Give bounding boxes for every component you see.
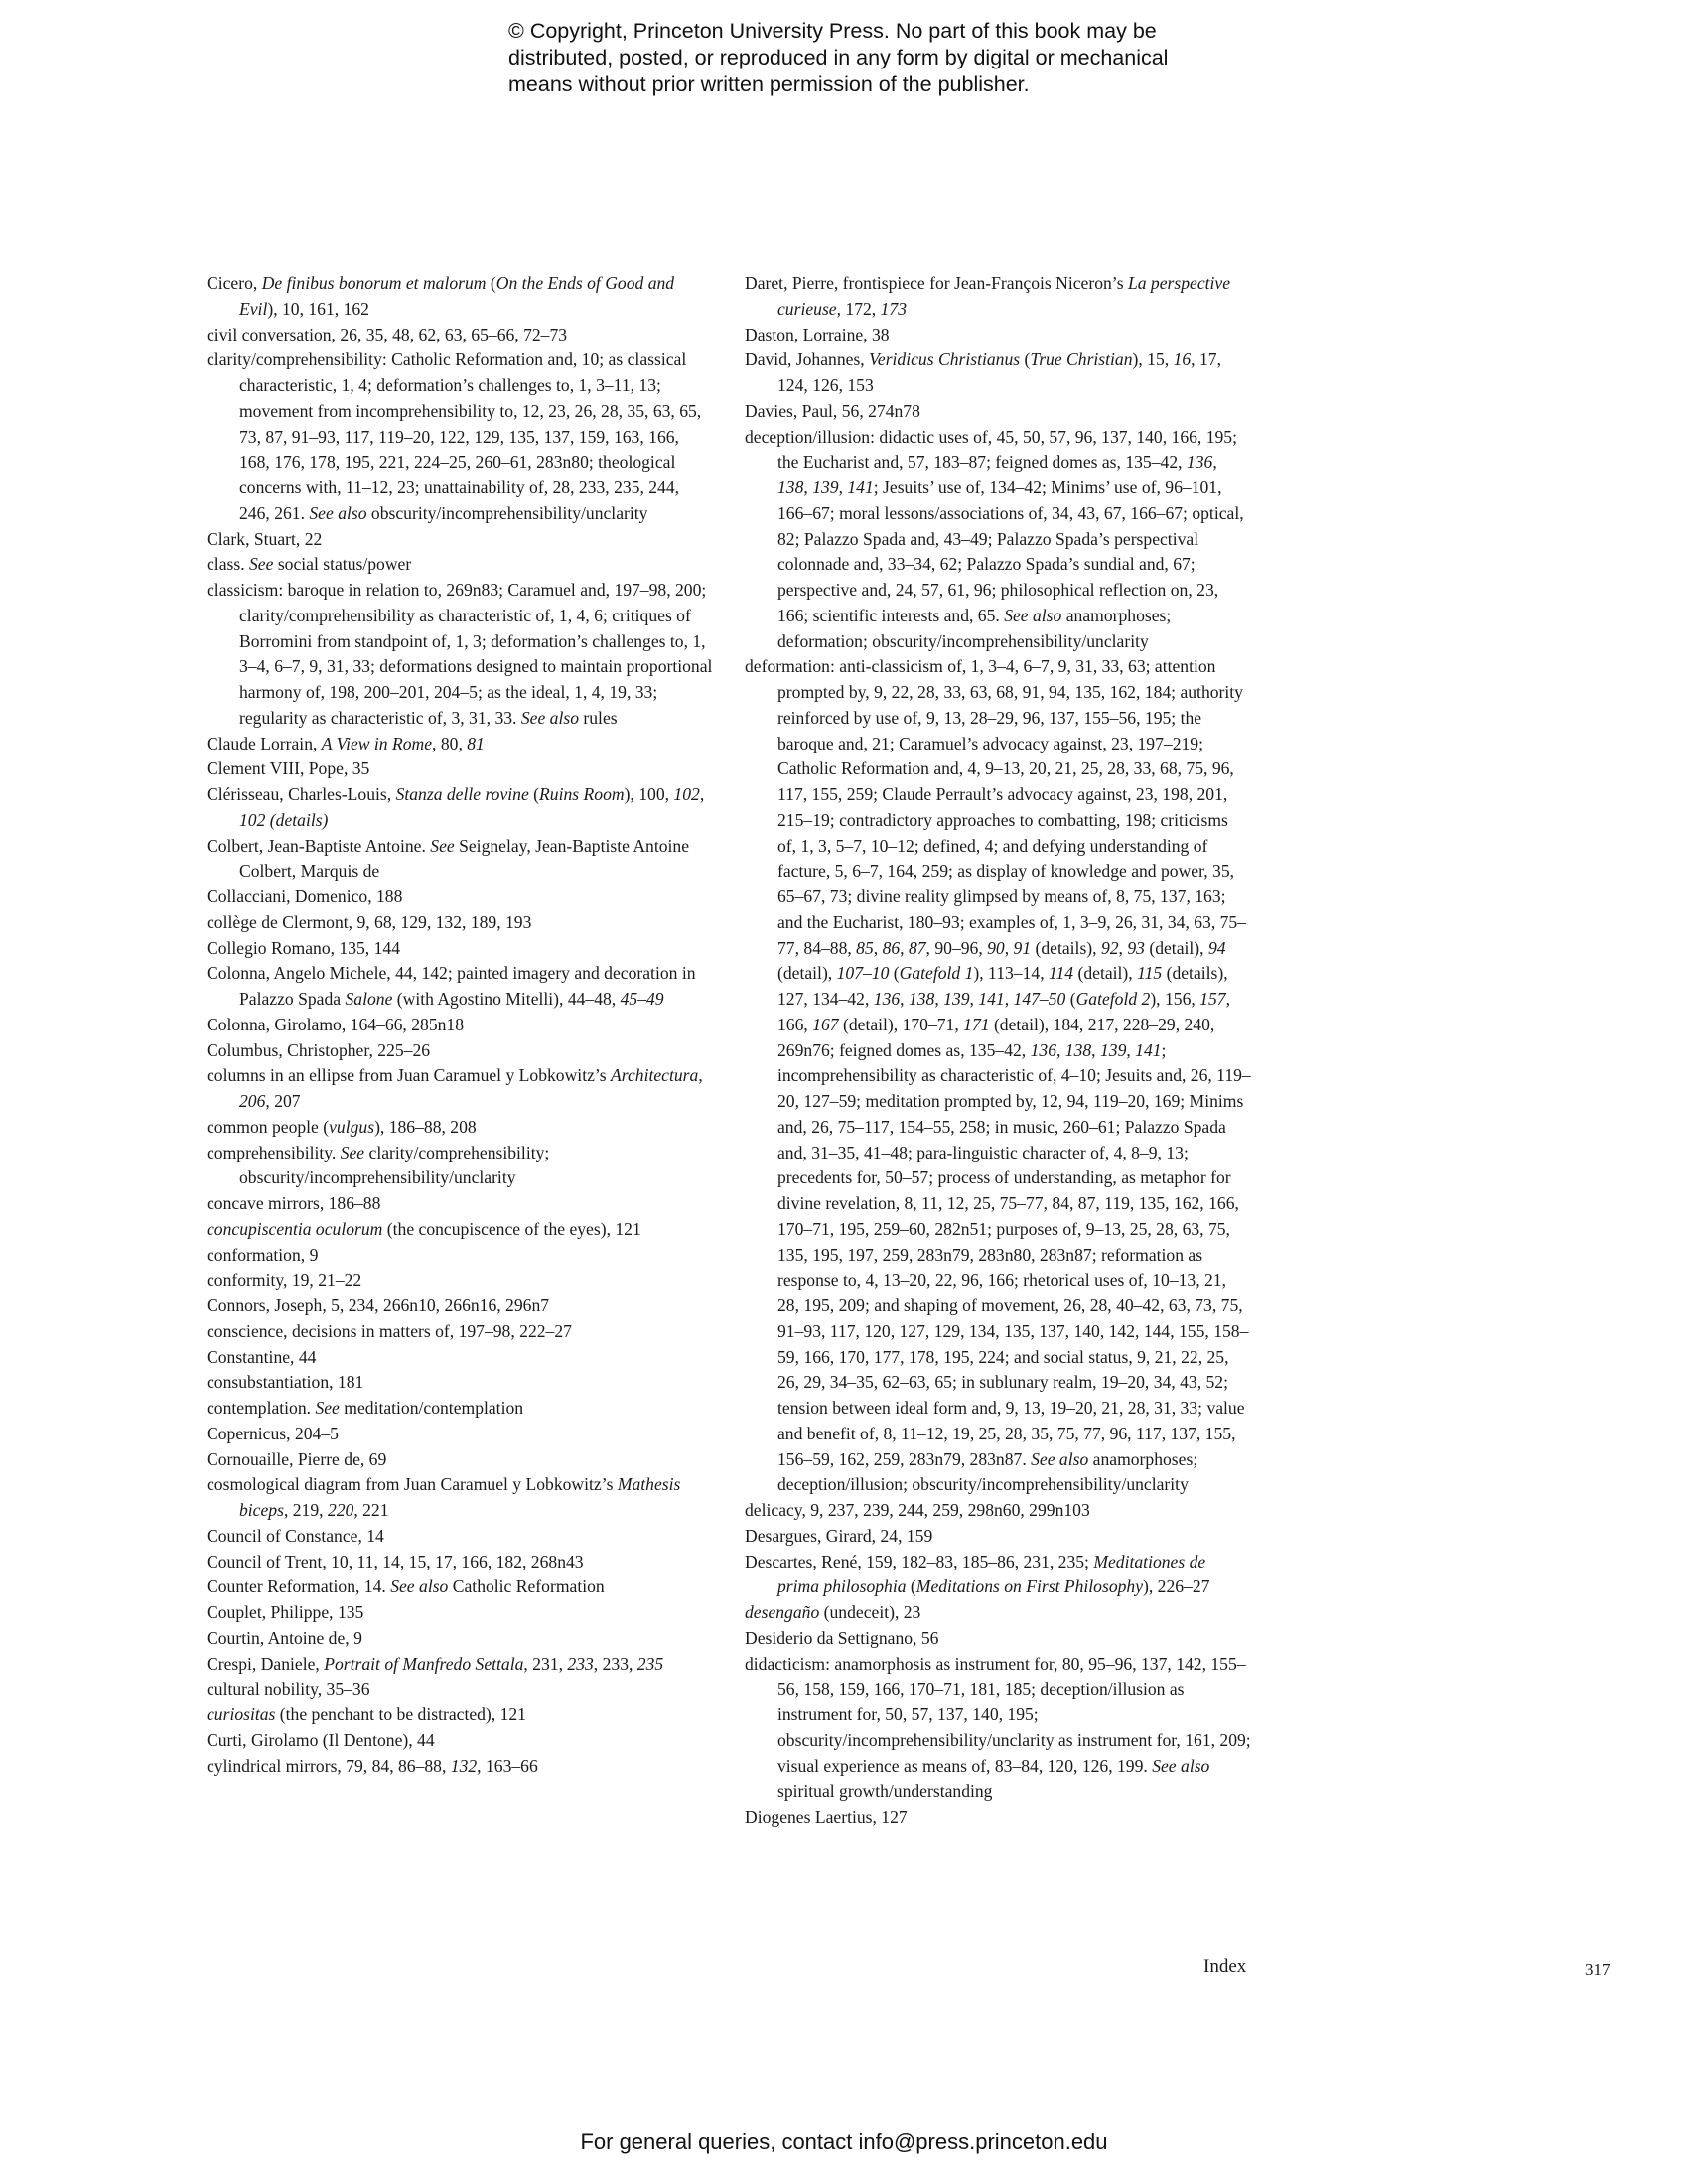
- index-entry-text-run: ,: [1004, 937, 1014, 958]
- index-entry-text-run: Clement VIII, Pope, 35: [207, 758, 370, 779]
- index-entry: [745, 271, 1251, 323]
- index-entry: [207, 1728, 713, 1754]
- index-entry-text-run: ,: [900, 937, 909, 958]
- index-entry-text-run: Descartes, René, 159, 182–83, 185–86, 231, 235;: [745, 1551, 1094, 1571]
- running-footer-section: Index: [1203, 1956, 1247, 1977]
- index-entry-text-run: Catholic Reformation: [448, 1576, 605, 1597]
- index-entry-italic-run: 220: [327, 1500, 354, 1520]
- index-entry-text-run: contemplation.: [207, 1398, 316, 1418]
- index-entry-text-run: , 166,: [777, 989, 1230, 1034]
- index-entry-italic-run: 115: [1137, 963, 1163, 984]
- index-entry-text-run: (detail), 170–71,: [838, 1014, 964, 1034]
- index-entry: [207, 1677, 713, 1703]
- index-entry-text-run: Copernicus, 204–5: [207, 1423, 339, 1443]
- index-entry: [207, 1447, 713, 1473]
- index-entry-italic-run: 173: [880, 298, 907, 319]
- index-entry-text-run: Davies, Paul, 56, 274n78: [745, 400, 920, 421]
- index-entry-text-run: David, Johannes,: [745, 349, 870, 370]
- index-entry: [207, 936, 713, 962]
- index-entry: [207, 527, 713, 553]
- index-entry: [745, 1652, 1251, 1806]
- index-entry-italic-run: Salone: [345, 989, 393, 1009]
- index-entry-text-run: ,: [838, 478, 848, 497]
- index-entry-italic-run: Ruins Room: [539, 784, 625, 804]
- index-entry-text-run: (details), 127, 134–42,: [777, 963, 1228, 1009]
- index-entry-italic-run: 81: [467, 733, 485, 753]
- copyright-line: means without prior written permission of the publisher.: [508, 72, 1030, 96]
- index-entry-italic-run: desengaño: [745, 1602, 820, 1622]
- index-entry-italic-run: See also: [520, 707, 579, 728]
- index-entry-text-run: Connors, Joseph, 5, 234, 266n10, 266n16, 296n7: [207, 1296, 550, 1315]
- index-entry-italic-run: 136: [873, 989, 901, 1009]
- index-entry-text-run: ,: [1004, 989, 1014, 1009]
- index-entry-text-run: ,: [873, 937, 883, 958]
- index-entry: [207, 1574, 713, 1600]
- index-entry-text-run: comprehensibility.: [207, 1142, 341, 1162]
- index-entry-italic-run: See also: [1152, 1755, 1210, 1776]
- index-entry-text-run: columns in an ellipse from Juan Caramuel y Lobkowitz’s: [207, 1065, 612, 1086]
- index-entry-italic-run: See: [430, 835, 455, 856]
- index-entry-text-run: (: [528, 784, 540, 804]
- index-entry-italic-run: 139: [812, 478, 839, 497]
- index-entry-text-run: ), 113–14,: [973, 963, 1049, 984]
- index-entry-text-run: , 219,: [283, 1500, 328, 1520]
- index-entry: [745, 654, 1251, 1498]
- index-entry-text-run: cosmological diagram from Juan Caramuel y Lobkowitz’s: [207, 1474, 618, 1495]
- index-entry-text-run: ,: [969, 989, 979, 1009]
- index-entry-text-run: (: [906, 1576, 916, 1597]
- index-entry: [207, 1217, 713, 1243]
- index-entry: [745, 1600, 1251, 1626]
- index-entry-italic-run: See: [315, 1398, 340, 1418]
- index-entry: [207, 578, 713, 732]
- index-entry-italic-run: 102 (details): [239, 809, 329, 830]
- index-entry: [207, 1396, 713, 1422]
- index-entry-text-run: Daret, Pierre, frontispiece for Jean-François Niceron’s: [745, 273, 1128, 293]
- index-entry-italic-run: concupiscentia oculorum: [207, 1218, 383, 1239]
- index-entry-text-run: Daston, Lorraine, 38: [745, 324, 890, 344]
- index-entry-text-run: clarity/comprehensibility; obscurity/incomprehensibility/unclarity: [239, 1142, 550, 1188]
- index-entry-text-run: (detail),: [1144, 937, 1208, 958]
- index-entry-text-run: ,: [900, 989, 909, 1009]
- index-entry-italic-run: 107–10: [836, 963, 890, 984]
- index-entry-italic-run: Stanza delle rovine: [395, 784, 529, 804]
- index-entry-text-run: Constantine, 44: [207, 1346, 317, 1367]
- index-entry-text-run: Counter Reformation, 14.: [207, 1576, 391, 1597]
- index-entry-text-run: Colonna, Angelo Michele, 44, 142; painted imagery and decoration in Palazzo Spada: [207, 963, 696, 1009]
- copyright-notice: [508, 18, 1223, 98]
- index-entry: [207, 1422, 713, 1447]
- index-entry-italic-run: 157: [1199, 989, 1226, 1009]
- index-entry-text-run: Colonna, Girolamo, 164–66, 285n18: [207, 1014, 465, 1034]
- index-entry: [207, 1013, 713, 1038]
- index-entry-text-run: , 80,: [432, 733, 468, 753]
- index-entry-italic-run: 139: [943, 989, 970, 1009]
- index-entry-italic-run: 171: [963, 1014, 990, 1034]
- index-entry-text-run: delicacy, 9, 237, 239, 244, 259, 298n60, 299n103: [745, 1500, 1090, 1520]
- index-entry-italic-run: La perspective curieuse: [777, 273, 1231, 319]
- index-entry-text-run: conscience, decisions in matters of, 197–98, 222–27: [207, 1320, 572, 1341]
- index-entry-text-run: (detail),: [777, 963, 837, 984]
- index-entry-italic-run: curiositas: [207, 1705, 276, 1724]
- index-entry-italic-run: 167: [812, 1014, 839, 1034]
- contact-notice: For general queries, contact info@press.princeton.edu: [580, 2129, 1108, 2154]
- index-entry-text-run: Desiderio da Settignano, 56: [745, 1627, 939, 1648]
- index-entry-italic-run: See: [249, 554, 274, 575]
- index-entry-text-run: ,: [1091, 1039, 1100, 1060]
- index-entry-italic-run: 141: [1135, 1039, 1162, 1060]
- index-entry-italic-run: Architectura: [611, 1065, 699, 1086]
- index-entry-text-run: Cornouaille, Pierre de, 69: [207, 1448, 387, 1469]
- index-entry-italic-run: See also: [1004, 605, 1062, 625]
- index-entry-italic-run: Meditations on First Philosophy: [915, 1576, 1144, 1597]
- index-entry-text-run: (the penchant to be distracted), 121: [275, 1705, 526, 1724]
- index-entry: [207, 1600, 713, 1626]
- index-entry-italic-run: De finibus bonorum et malorum: [261, 273, 487, 293]
- index-entry-italic-run: 86: [882, 937, 901, 958]
- index-entry-italic-run: 206: [239, 1091, 266, 1111]
- index-entry: [745, 425, 1251, 655]
- index-entry-text-run: (: [486, 273, 496, 293]
- index-entry-italic-run: 235: [636, 1653, 664, 1674]
- index-entry: [207, 834, 713, 886]
- index-entry-text-run: Clark, Stuart, 22: [207, 528, 323, 549]
- index-entry-text-run: (: [1020, 349, 1031, 370]
- index-entry-text-run: civil conversation, 26, 35, 48, 62, 63, 65–66, 72–73: [207, 324, 568, 344]
- index-entry-italic-run: Gatefold 1: [899, 963, 974, 984]
- index-entry-text-run: ; Jesuits’ use of, 134–42; Minims’ use of, 96–101, 166–67; moral lessons/associations of, 34, 43, 67, 166–67; optical, 82; Palazzo Spada and, 43–49; Palazzo Spada’s perspectival colonnade and, 33–34, 62; Palazzo Spada’s sundial and, 67; perspective and, 24, 57, 61, 96; philosophical reflection on, 23, 166; scientific interests and, 65.: [777, 478, 1244, 625]
- index-entry: [207, 910, 713, 936]
- index-entry-italic-run: 92: [1100, 937, 1119, 958]
- index-entry-text-run: (the concupiscence of the eyes), 121: [382, 1218, 641, 1239]
- index-entry: [207, 1524, 713, 1550]
- index-entry-italic-run: 16: [1173, 349, 1192, 370]
- index-entry-text-run: Council of Trent, 10, 11, 14, 15, 17, 166, 182, 268n43: [207, 1551, 584, 1571]
- index-entry-text-run: , 233,: [593, 1653, 637, 1674]
- index-entry: [207, 552, 713, 578]
- index-entry-text-run: (undeceit), 23: [819, 1602, 921, 1622]
- index-entry-italic-run: Portrait of Manfredo Settala: [324, 1653, 524, 1674]
- index-entry-text-run: , 221: [353, 1500, 389, 1520]
- index-entry-text-run: consubstantiation, 181: [207, 1372, 364, 1393]
- index-entry-text-run: Cicero,: [207, 273, 262, 293]
- copyright-line: © Copyright, Princeton University Press. No part of this book may be: [508, 19, 1157, 43]
- index-entry-text-run: Collacciani, Domenico, 188: [207, 887, 403, 906]
- index-entry-italic-run: 91: [1013, 937, 1032, 958]
- index-entry: [207, 347, 713, 526]
- index-entry-text-run: (details),: [1031, 937, 1101, 958]
- index-entry-text-run: cylindrical mirrors, 79, 84, 86–88,: [207, 1755, 451, 1776]
- index-entry-italic-run: 138: [908, 989, 935, 1009]
- index-entry-text-run: spiritual growth/understanding: [777, 1781, 993, 1802]
- index-entry-text-run: conformity, 19, 21–22: [207, 1270, 362, 1291]
- index-entry-text-run: (: [889, 963, 900, 984]
- index-entry-italic-run: 102: [673, 784, 700, 804]
- index-entry-text-run: ; incomprehensibility as characteristic of, 4–10; Jesuits and, 26, 119–20, 127–59; meditation prompted by, 12, 94, 119–20, 169; Minims and, 26, 75–117, 154–55, 258; in music, 260–61; Palazzo Spada and, 31–35, 41–48; para-linguistic character of, 4, 8–9, 13; precedents for, 50–57; process of understanding, as metaphor for divine revelation, 8, 11, 12, 25, 75–77, 84, 87, 119, 135, 162, 166, 170–71, 195, 259–60, 282n51; purposes of, 9–13, 25, 28, 63, 75, 135, 195, 197, 259, 283n79, 283n80, 283n87; reformation as response to, 4, 13–20, 22, 96, 166; rhetorical uses of, 10–13, 21, 28, 195, 209; and shaping of movement, 26, 28, 40–42, 63, 73, 75, 91–93, 117, 120, 127, 129, 134, 135, 137, 140, 142, 144, 155, 158–59, 166, 170, 177, 178, 195, 224; and social status, 9, 21, 22, 25, 26, 29, 34–35, 62–63, 65; in sublunary realm, 19–20, 34, 43, 52; tension between ideal form and, 9, 13, 19–20, 21, 28, 31, 33; value and benefit of, 8, 11–12, 19, 25, 28, 35, 75, 77, 96, 117, 137, 155, 156–59, 162, 259, 283n79, 283n87.: [777, 1039, 1251, 1469]
- index-entry-text-run: (: [1065, 989, 1076, 1009]
- index-entry: [207, 1626, 713, 1652]
- index-entry-text-run: ), 100,: [624, 784, 674, 804]
- index-entry: [207, 1243, 713, 1269]
- index-entry-text-run: ,: [1055, 1039, 1065, 1060]
- index-column-right: [745, 271, 1251, 1831]
- index-entry-text-run: class.: [207, 554, 249, 575]
- index-entry-italic-run: Mathesis biceps: [239, 1474, 681, 1520]
- index-entry-text-run: , 17, 124, 126, 153: [777, 349, 1221, 395]
- index-entry: [745, 347, 1251, 399]
- index-entry: [207, 782, 713, 834]
- index-entry: [207, 1472, 713, 1524]
- index-entry: [745, 399, 1251, 425]
- index-entry-text-run: (with Agostino Mitelli), 44–48,: [392, 989, 621, 1009]
- copyright-line: distributed, posted, or reproduced in any form by digital or mechanical: [508, 46, 1169, 69]
- index-entry: [207, 1703, 713, 1728]
- index-entry-text-run: Courtin, Antoine de, 9: [207, 1627, 362, 1648]
- index-entry-text-run: didacticism: anamorphosis as instrument for, 80, 95–96, 137, 142, 155–56, 158, 159, 166, 170–71, 181, 185; deception/illusion as instrument for, 50, 57, 137, 140, 195; obscurity/incomprehensibility/unclarity as instrument for, 161, 209; visual experience as means of, 83–84, 120, 126, 199.: [745, 1653, 1251, 1776]
- index-entry-italic-run: See also: [390, 1576, 449, 1597]
- index-entry-italic-run: 136: [1030, 1039, 1056, 1060]
- index-entry: [745, 1550, 1251, 1601]
- index-entry-italic-run: 136: [1186, 452, 1213, 473]
- index-entry-text-run: deception/illusion: didactic uses of, 45, 50, 57, 96, 137, 140, 166, 195; the Eucharist and, 57, 183–87; feigned domes as, 135–42,: [745, 426, 1237, 473]
- index-entry-italic-run: 85: [856, 937, 874, 958]
- index-entry-text-run: ,: [1212, 452, 1217, 473]
- index-entry-text-run: (detail), 184, 217, 228–29, 240, 269n76; feigned domes as, 135–42,: [777, 1014, 1215, 1060]
- index-entry: [207, 1550, 713, 1575]
- index-entry: [207, 1038, 713, 1064]
- index-entry-italic-run: 233: [567, 1653, 594, 1674]
- index-entry-italic-run: vulgus: [329, 1116, 375, 1137]
- index-entry-text-run: , 90–96,: [925, 937, 988, 958]
- index-entry-text-run: ), 156,: [1150, 989, 1200, 1009]
- index-entry: [207, 885, 713, 910]
- index-entry: [745, 1626, 1251, 1652]
- index-entry-text-run: Crespi, Daniele,: [207, 1653, 325, 1674]
- index-entry-text-run: Council of Constance, 14: [207, 1525, 384, 1546]
- index-entry-text-run: ), 15,: [1132, 349, 1174, 370]
- index-entry-text-run: Curti, Girolamo (Il Dentone), 44: [207, 1729, 435, 1750]
- index-entry-italic-run: 93: [1127, 937, 1145, 958]
- index-entry-italic-run: See also: [309, 502, 367, 523]
- index-entry-text-run: , 231,: [523, 1653, 568, 1674]
- index-entry-text-run: classicism: baroque in relation to, 269n83; Caramuel and, 197–98, 200; clarity/comprehensibility as characteristic of, 1, 4, 6; critiques of Borromini from standpoint of, 1, 3; deformation’s challenges to, 1, 3–4, 6–7, 9, 31, 33; deformations designed to maintain proportional harmony of, 198, 200–201, 204–5; as the ideal, 1, 4, 19, 33; regularity as characteristic of, 3, 31, 33.: [207, 580, 713, 728]
- index-entry-italic-run: 138: [1064, 1039, 1092, 1060]
- index-entry-italic-run: 94: [1207, 937, 1226, 958]
- index-entry-italic-run: See: [340, 1142, 365, 1162]
- index-entry: [207, 1319, 713, 1345]
- index-entry-text-run: Columbus, Christopher, 225–26: [207, 1039, 431, 1060]
- index-entry-italic-run: 141: [978, 989, 1005, 1009]
- index-entry-italic-run: 87: [908, 937, 926, 958]
- index-entry-text-run: ), 186–88, 208: [374, 1116, 477, 1137]
- index-entry-text-run: ,: [803, 478, 813, 497]
- index-entry-italic-run: See also: [1031, 1448, 1089, 1469]
- index-entry-text-run: ), 226–27: [1143, 1576, 1210, 1597]
- index-entry-text-run: ,: [1118, 937, 1128, 958]
- index-entry-text-run: ,: [699, 784, 705, 804]
- index-entry-text-run: deformation: anti-classicism of, 1, 3–4, 6–7, 9, 31, 33, 63; attention prompted by, 9, 22, 28, 33, 63, 68, 91, 94, 135, 162, 184; authority reinforced by use of, 9, 13, 28–29, 96, 137, 155–56, 195; the baroque and, 21; Caramuel’s advocacy against, 23, 197–219; Catholic Reformation and, 4, 9–13, 20, 21, 25, 28, 33, 68, 75, 96, 117, 155, 259; Claude Perrault’s advocacy against, 23, 198, 201, 215–19; contradictory approaches to combatting, 198; criticisms of, 1, 3, 5–7, 10–12; defined, 4; and defying understanding of facture, 5, 6–7, 164, 259; as display of knowledge and power, 35, 65–67, 73; divine reality glimpsed by means of, 8, 75, 137, 163; and the Eucharist, 180–93; examples of, 1, 3–9, 26, 31, 34, 63, 75–77, 84–88,: [745, 656, 1247, 958]
- index-entry-text-run: Seignelay, Jean-Baptiste Antoine Colbert, Marquis de: [239, 835, 690, 882]
- index-entry: [207, 1115, 713, 1141]
- index-entry-text-run: anamorphoses; deception/illusion; obscurity/incomprehensibility/unclarity: [777, 1448, 1198, 1495]
- index-entry: [207, 961, 713, 1013]
- index-entry-italic-run: 132: [450, 1755, 478, 1776]
- index-entry: [207, 1063, 713, 1115]
- index-entry-text-run: , 172,: [836, 298, 881, 319]
- index-entry-italic-run: 147–50: [1013, 989, 1066, 1009]
- index-entry-text-run: conformation, 9: [207, 1244, 319, 1265]
- index-entry-text-run: anamorphoses; deformation; obscurity/incomprehensibility/unclarity: [777, 605, 1172, 651]
- index-entry-text-run: ,: [698, 1065, 703, 1086]
- index-entry-text-run: Diogenes Laertius, 127: [745, 1807, 908, 1827]
- index-entry-italic-run: 141: [847, 478, 874, 497]
- index-entry-italic-run: A View in Rome: [321, 733, 433, 753]
- index-entry: [207, 756, 713, 782]
- index-entry-text-run: Collegio Romano, 135, 144: [207, 937, 400, 958]
- index-entry-text-run: Colbert, Jean-Baptiste Antoine.: [207, 835, 431, 856]
- index-entry-italic-run: True Christian: [1030, 349, 1133, 370]
- index-entry-text-run: social status/power: [273, 554, 412, 575]
- index-entry-italic-run: 138: [777, 478, 804, 497]
- index-entry: [207, 1294, 713, 1319]
- page-number: 317: [1585, 1960, 1611, 1979]
- index-entry: [207, 1370, 713, 1396]
- index-entry-italic-run: 139: [1099, 1039, 1127, 1060]
- index-entry-text-run: , 163–66: [477, 1755, 538, 1776]
- index-entry: [745, 323, 1251, 348]
- index-entry: [207, 1652, 713, 1678]
- index-entry-text-run: Couplet, Philippe, 135: [207, 1602, 364, 1622]
- index-entry-text-run: (detail),: [1073, 963, 1138, 984]
- index-entry: [207, 1268, 713, 1294]
- index-entry: [745, 1498, 1251, 1524]
- index-entry-text-run: rules: [579, 707, 618, 728]
- index-entry-text-run: ,: [1126, 1039, 1136, 1060]
- index-entry-italic-run: 90: [987, 937, 1005, 958]
- index-entry: [207, 1754, 713, 1780]
- index-entry-italic-run: 114: [1049, 963, 1074, 984]
- index-entry: [745, 1805, 1251, 1831]
- index-entry-text-run: Desargues, Girard, 24, 159: [745, 1525, 933, 1546]
- index-entry-text-run: obscurity/incomprehensibility/unclarity: [366, 502, 648, 523]
- index-entry-text-run: meditation/contemplation: [339, 1398, 524, 1418]
- index-entry-italic-run: 45–49: [620, 989, 664, 1009]
- index-entry-text-run: cultural nobility, 35–36: [207, 1679, 370, 1700]
- index-entry: [207, 271, 713, 323]
- index-entry-text-run: collège de Clermont, 9, 68, 129, 132, 189, 193: [207, 911, 532, 932]
- index-entry-text-run: Claude Lorrain,: [207, 733, 322, 753]
- index-entry-italic-run: Gatefold 2: [1075, 989, 1151, 1009]
- index-entry-italic-run: Veridicus Christianus: [869, 349, 1021, 370]
- index-entry-text-run: Clérisseau, Charles-Louis,: [207, 784, 396, 804]
- index-entry: [207, 1141, 713, 1192]
- index-column-left: [207, 271, 713, 1779]
- index-entry-text-run: ), 10, 161, 162: [267, 298, 369, 319]
- index-entry: [207, 323, 713, 348]
- index-entry: [745, 1524, 1251, 1550]
- index-entry-italic-run: Meditationes de prima philosophia: [777, 1551, 1206, 1597]
- index-entry: [207, 732, 713, 757]
- index-entry: [207, 1191, 713, 1217]
- index-entry-text-run: common people (: [207, 1116, 330, 1137]
- index-entry-text-run: ,: [934, 989, 944, 1009]
- index-entry-text-run: , 207: [265, 1091, 301, 1111]
- index-entry-text-run: concave mirrors, 186–88: [207, 1193, 381, 1213]
- index-entry-italic-run: On the Ends of Good and Evil: [239, 273, 675, 319]
- index-entry-text-run: clarity/comprehensibility: Catholic Reformation and, 10; as classical characteristic, 1, 4; deformation’s challenges to, 1, 3–11, 13; movement from incomprehensibility to, 12, 23, 26, 28, 35, 63, 65, 73, 87, 91–93, 117, 119–20, 122, 129, 135, 137, 159, 163, 166, 168, 176, 178, 195, 221, 224–25, 260–61, 283n80; theological concerns with, 11–12, 23; unattainability of, 28, 233, 235, 244, 246, 261.: [207, 349, 702, 523]
- index-entry: [207, 1345, 713, 1371]
